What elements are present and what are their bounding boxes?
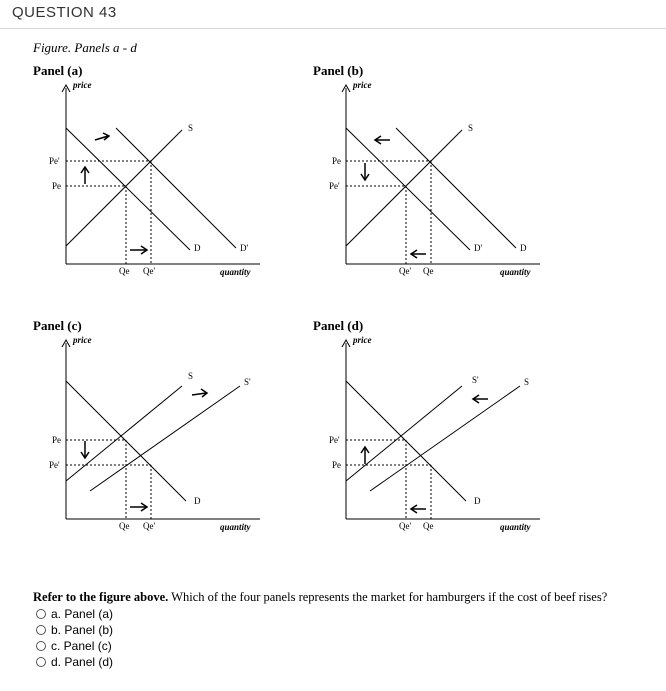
label-d-prime: D' [474, 243, 483, 253]
label-s-prime: S' [472, 375, 479, 385]
question-body: Which of the four panels represents the market for hamburgers if the cost of beef rises? [168, 590, 608, 604]
label-d-prime: D' [240, 243, 249, 253]
price-label-pe: Pe [332, 460, 341, 470]
label-d: D [474, 496, 481, 506]
label-s: S [468, 123, 474, 133]
shift-left-arrow-icon [473, 395, 488, 403]
label-s-prime: S' [244, 377, 251, 387]
x-axis-label: quantity [500, 267, 531, 277]
qty-label-qe: Qe [119, 521, 130, 531]
y-axis-label: price [353, 335, 372, 345]
shift-left-arrow-icon [375, 136, 390, 144]
panel-b-title: Panel (b) [313, 63, 364, 78]
supply-curve-s [370, 386, 520, 491]
shift-right-arrow-icon [192, 389, 207, 397]
panel-a-graph [40, 78, 280, 278]
price-label-pe-prime: Pe' [49, 156, 60, 166]
quantity-left-arrow-icon [411, 505, 426, 513]
label-d: D [194, 496, 201, 506]
radio-button-a[interactable] [36, 609, 46, 619]
label-s: S [188, 371, 194, 381]
question-lead: Refer to the figure above. [33, 590, 169, 604]
qty-label-qe-prime: Qe' [143, 521, 156, 531]
option-d-label[interactable]: d. Panel (d) [51, 655, 114, 669]
panel-c-graph [40, 333, 280, 533]
price-label-pe-prime: Pe' [49, 460, 60, 470]
qty-label-qe-prime: Qe' [399, 521, 412, 531]
demand-curve-d [396, 128, 516, 248]
radio-button-b[interactable] [36, 625, 46, 635]
price-label-pe-prime: Pe' [329, 435, 340, 445]
panel-b-graph [320, 78, 560, 278]
price-down-arrow-icon [81, 441, 89, 458]
figure-title: Figure. Panels a - d [33, 40, 137, 55]
x-axis-label: quantity [500, 522, 531, 532]
price-up-arrow-icon [361, 447, 369, 464]
option-b[interactable] [36, 622, 113, 638]
y-axis-label: price [73, 335, 92, 345]
quantity-right-arrow-icon [130, 503, 147, 511]
quantity-right-arrow-icon [130, 246, 147, 254]
y-axis-label: price [73, 80, 92, 90]
radio-button-d[interactable] [36, 657, 46, 667]
label-s: S [524, 377, 530, 387]
price-label-pe: Pe [52, 181, 61, 191]
y-axis-label: price [353, 80, 372, 90]
radio-button-c[interactable] [36, 641, 46, 651]
demand-curve-d [66, 128, 190, 250]
option-d[interactable] [36, 654, 113, 670]
price-down-arrow-icon [361, 163, 369, 180]
question-number: QUESTION 43 [12, 4, 117, 21]
x-axis-label: quantity [220, 522, 251, 532]
qty-label-qe-prime: Qe' [143, 266, 156, 276]
label-d: D [520, 243, 527, 253]
price-label-pe-prime: Pe' [329, 181, 340, 191]
option-a-label[interactable]: a. Panel (a) [51, 607, 114, 621]
supply-curve-s [346, 130, 462, 246]
question-header [0, 0, 666, 29]
price-label-pe: Pe [332, 156, 341, 166]
option-a[interactable] [36, 606, 113, 622]
supply-curve-s-prime [90, 386, 240, 491]
price-label-pe: Pe [52, 435, 61, 445]
x-axis-label: quantity [220, 267, 251, 277]
label-s: S [188, 123, 194, 133]
demand-curve-d-prime [346, 128, 470, 250]
demand-curve-d-prime [116, 128, 236, 248]
panel-d-graph [320, 333, 560, 533]
qty-label-qe: Qe [423, 521, 434, 531]
option-b-label[interactable]: b. Panel (b) [51, 623, 114, 637]
quantity-left-arrow-icon [411, 250, 426, 258]
option-c[interactable] [36, 638, 113, 654]
supply-curve-s [66, 130, 182, 246]
shift-right-arrow-icon [95, 133, 109, 140]
panel-c-title: Panel (c) [33, 318, 82, 333]
option-c-label[interactable]: c. Panel (c) [51, 639, 112, 653]
label-d: D [194, 243, 201, 253]
qty-label-qe: Qe [119, 266, 130, 276]
question-text [33, 590, 607, 605]
panel-a-title: Panel (a) [33, 63, 83, 78]
panel-d-title: Panel (d) [313, 318, 364, 333]
qty-label-qe-prime: Qe' [399, 266, 412, 276]
qty-label-qe: Qe [423, 266, 434, 276]
answer-options [36, 606, 113, 670]
price-up-arrow-icon [81, 167, 89, 184]
